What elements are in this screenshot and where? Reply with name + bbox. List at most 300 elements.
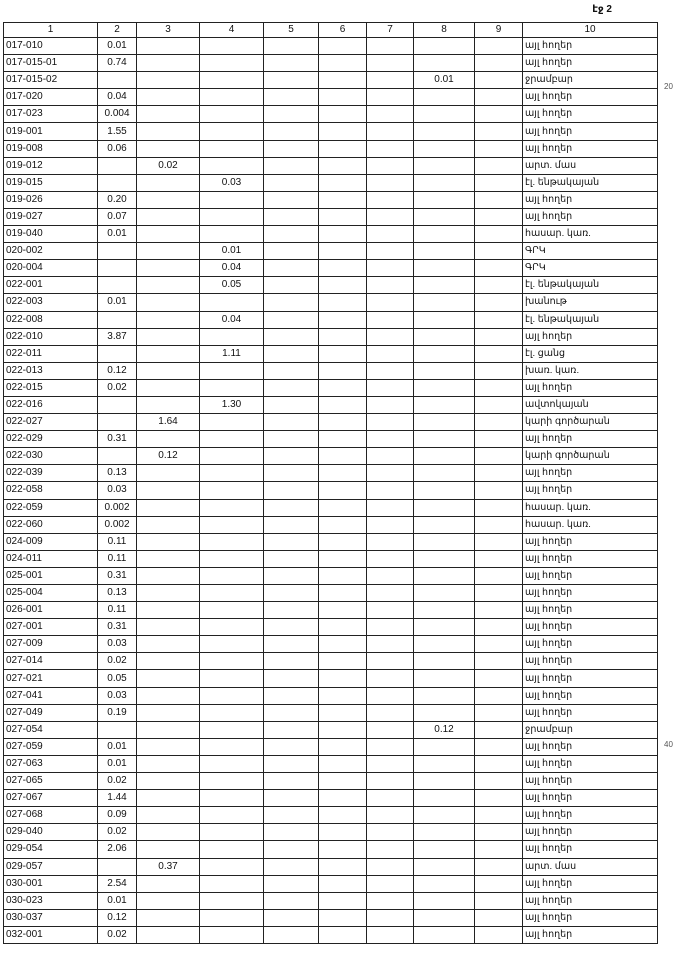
area-cell-col-5 xyxy=(264,243,319,260)
area-cell-col-8: 0.12 xyxy=(414,721,475,738)
land-use-cell: այլ հողեր xyxy=(523,841,658,858)
area-cell-col-2: 0.03 xyxy=(98,687,137,704)
land-use-cell: այլ հողեր xyxy=(523,379,658,396)
area-cell-col-7 xyxy=(367,414,414,431)
area-cell-col-9 xyxy=(475,841,523,858)
area-cell-col-2 xyxy=(98,72,137,89)
area-cell-col-7 xyxy=(367,55,414,72)
area-cell-col-9 xyxy=(475,516,523,533)
area-cell-col-7 xyxy=(367,585,414,602)
parcel-code-cell: 022-013 xyxy=(4,362,98,379)
area-cell-col-3 xyxy=(137,909,200,926)
area-cell-col-7 xyxy=(367,824,414,841)
table-row xyxy=(4,670,658,687)
area-cell-col-3 xyxy=(137,619,200,636)
area-cell-col-8 xyxy=(414,174,475,191)
area-cell-col-9 xyxy=(475,653,523,670)
area-cell-col-2: 0.74 xyxy=(98,55,137,72)
land-use-cell: այլ հողեր xyxy=(523,482,658,499)
parcel-code-cell: 022-027 xyxy=(4,414,98,431)
parcel-code-cell: 027-067 xyxy=(4,790,98,807)
table-row xyxy=(4,414,658,431)
column-header-6: 6 xyxy=(319,23,367,38)
area-cell-col-2: 0.004 xyxy=(98,106,137,123)
area-cell-col-6 xyxy=(319,926,367,943)
area-cell-col-9 xyxy=(475,687,523,704)
area-cell-col-4 xyxy=(200,414,264,431)
area-cell-col-9 xyxy=(475,38,523,55)
area-cell-col-6 xyxy=(319,738,367,755)
land-use-cell: այլ հողեր xyxy=(523,585,658,602)
area-cell-col-9 xyxy=(475,721,523,738)
area-cell-col-7 xyxy=(367,38,414,55)
area-cell-col-8: 0.01 xyxy=(414,72,475,89)
area-cell-col-5 xyxy=(264,824,319,841)
area-cell-col-3 xyxy=(137,670,200,687)
table-row xyxy=(4,157,658,174)
parcel-code-cell: 022-016 xyxy=(4,396,98,413)
area-cell-col-3 xyxy=(137,550,200,567)
area-cell-col-7 xyxy=(367,482,414,499)
area-cell-col-9 xyxy=(475,106,523,123)
table-row xyxy=(4,499,658,516)
area-cell-col-3 xyxy=(137,191,200,208)
land-use-cell: խառ. կառ. xyxy=(523,362,658,379)
table-row xyxy=(4,858,658,875)
area-cell-col-8 xyxy=(414,294,475,311)
area-cell-col-3 xyxy=(137,602,200,619)
area-cell-col-9 xyxy=(475,482,523,499)
area-cell-col-3 xyxy=(137,396,200,413)
area-cell-col-7 xyxy=(367,773,414,790)
parcel-code-cell: 026-001 xyxy=(4,602,98,619)
area-cell-col-5 xyxy=(264,311,319,328)
area-cell-col-8 xyxy=(414,243,475,260)
area-cell-col-6 xyxy=(319,807,367,824)
area-cell-col-5 xyxy=(264,790,319,807)
area-cell-col-6 xyxy=(319,55,367,72)
land-use-cell: այլ հողեր xyxy=(523,807,658,824)
area-cell-col-5 xyxy=(264,277,319,294)
parcel-code-cell: 024-011 xyxy=(4,550,98,567)
table-row xyxy=(4,841,658,858)
area-cell-col-2: 0.13 xyxy=(98,465,137,482)
land-use-cell: կարի գործարան xyxy=(523,414,658,431)
area-cell-col-4 xyxy=(200,140,264,157)
area-cell-col-5 xyxy=(264,738,319,755)
area-cell-col-7 xyxy=(367,362,414,379)
area-cell-col-2: 0.05 xyxy=(98,670,137,687)
land-use-cell: խանութ xyxy=(523,294,658,311)
land-use-cell: այլ հողեր xyxy=(523,636,658,653)
parcel-code-cell: 022-015 xyxy=(4,379,98,396)
area-cell-col-5 xyxy=(264,174,319,191)
area-cell-col-6 xyxy=(319,773,367,790)
area-cell-col-6 xyxy=(319,277,367,294)
column-header-7: 7 xyxy=(367,23,414,38)
area-cell-col-5 xyxy=(264,892,319,909)
area-cell-col-3 xyxy=(137,379,200,396)
parcel-code-cell: 024-009 xyxy=(4,533,98,550)
area-cell-col-7 xyxy=(367,396,414,413)
area-cell-col-9 xyxy=(475,191,523,208)
table-row xyxy=(4,328,658,345)
area-cell-col-2: 0.02 xyxy=(98,926,137,943)
margin-mark-bottom: 40 xyxy=(664,740,673,749)
area-cell-col-5 xyxy=(264,448,319,465)
area-cell-col-7 xyxy=(367,790,414,807)
land-use-cell: այլ հողեր xyxy=(523,704,658,721)
land-use-cell: այլ հողեր xyxy=(523,431,658,448)
parcel-code-cell: 027-001 xyxy=(4,619,98,636)
area-cell-col-5 xyxy=(264,875,319,892)
area-cell-col-9 xyxy=(475,277,523,294)
land-use-cell: այլ հողեր xyxy=(523,106,658,123)
area-cell-col-3 xyxy=(137,738,200,755)
area-cell-col-5 xyxy=(264,226,319,243)
column-header-2: 2 xyxy=(98,23,137,38)
area-cell-col-3 xyxy=(137,533,200,550)
area-cell-col-7 xyxy=(367,533,414,550)
area-cell-col-4 xyxy=(200,773,264,790)
area-cell-col-6 xyxy=(319,328,367,345)
area-cell-col-3 xyxy=(137,226,200,243)
land-use-cell: այլ հողեր xyxy=(523,123,658,140)
table-row xyxy=(4,379,658,396)
land-use-cell: այլ հողեր xyxy=(523,773,658,790)
area-cell-col-9 xyxy=(475,226,523,243)
table-row xyxy=(4,277,658,294)
land-use-cell: այլ հողեր xyxy=(523,909,658,926)
area-cell-col-5 xyxy=(264,328,319,345)
area-cell-col-5 xyxy=(264,140,319,157)
area-cell-col-5 xyxy=(264,106,319,123)
header-row xyxy=(4,23,658,38)
area-cell-col-4 xyxy=(200,448,264,465)
column-header-1: 1 xyxy=(4,23,98,38)
area-cell-col-8 xyxy=(414,790,475,807)
area-cell-col-6 xyxy=(319,208,367,225)
area-cell-col-3 xyxy=(137,311,200,328)
table-row xyxy=(4,311,658,328)
area-cell-col-2: 0.002 xyxy=(98,499,137,516)
area-cell-col-9 xyxy=(475,431,523,448)
area-cell-col-6 xyxy=(319,362,367,379)
area-cell-col-3 xyxy=(137,345,200,362)
area-cell-col-9 xyxy=(475,926,523,943)
area-cell-col-5 xyxy=(264,704,319,721)
area-cell-col-3 xyxy=(137,89,200,106)
area-cell-col-4 xyxy=(200,72,264,89)
parcel-code-cell: 030-023 xyxy=(4,892,98,909)
area-cell-col-8 xyxy=(414,704,475,721)
parcel-code-cell: 022-030 xyxy=(4,448,98,465)
area-cell-col-3 xyxy=(137,926,200,943)
area-cell-col-8 xyxy=(414,653,475,670)
area-cell-col-4 xyxy=(200,841,264,858)
area-cell-col-6 xyxy=(319,465,367,482)
area-cell-col-8 xyxy=(414,687,475,704)
column-header-4: 4 xyxy=(200,23,264,38)
area-cell-col-9 xyxy=(475,875,523,892)
area-cell-col-4 xyxy=(200,55,264,72)
area-cell-col-6 xyxy=(319,174,367,191)
area-cell-col-7 xyxy=(367,72,414,89)
area-cell-col-8 xyxy=(414,379,475,396)
area-cell-col-5 xyxy=(264,516,319,533)
area-cell-col-4 xyxy=(200,482,264,499)
area-cell-col-8 xyxy=(414,858,475,875)
area-cell-col-2 xyxy=(98,448,137,465)
area-cell-col-7 xyxy=(367,653,414,670)
land-use-cell: արտ. մաս xyxy=(523,157,658,174)
area-cell-col-8 xyxy=(414,123,475,140)
area-cell-col-6 xyxy=(319,653,367,670)
land-use-cell: հասար. կառ. xyxy=(523,226,658,243)
parcel-code-cell: 032-001 xyxy=(4,926,98,943)
area-cell-col-3 xyxy=(137,277,200,294)
table-row xyxy=(4,550,658,567)
area-cell-col-3: 0.02 xyxy=(137,157,200,174)
area-cell-col-4 xyxy=(200,670,264,687)
area-cell-col-6 xyxy=(319,892,367,909)
area-cell-col-8 xyxy=(414,824,475,841)
area-cell-col-2: 0.09 xyxy=(98,807,137,824)
area-cell-col-4 xyxy=(200,431,264,448)
parcel-code-cell: 019-026 xyxy=(4,191,98,208)
column-header-5: 5 xyxy=(264,23,319,38)
area-cell-col-6 xyxy=(319,550,367,567)
area-cell-col-7 xyxy=(367,123,414,140)
table-row xyxy=(4,926,658,943)
area-cell-col-4 xyxy=(200,550,264,567)
area-cell-col-9 xyxy=(475,636,523,653)
table-row xyxy=(4,909,658,926)
area-cell-col-7 xyxy=(367,431,414,448)
area-cell-col-7 xyxy=(367,602,414,619)
area-cell-col-7 xyxy=(367,311,414,328)
area-cell-col-5 xyxy=(264,602,319,619)
column-header-10: 10 xyxy=(523,23,658,38)
area-cell-col-3: 1.64 xyxy=(137,414,200,431)
area-cell-col-8 xyxy=(414,431,475,448)
table-row xyxy=(4,875,658,892)
area-cell-col-8 xyxy=(414,602,475,619)
land-use-cell: այլ հողեր xyxy=(523,328,658,345)
area-cell-col-5 xyxy=(264,191,319,208)
area-cell-col-5 xyxy=(264,687,319,704)
area-cell-col-8 xyxy=(414,362,475,379)
area-cell-col-3 xyxy=(137,516,200,533)
table-row xyxy=(4,653,658,670)
area-cell-col-6 xyxy=(319,448,367,465)
land-use-cell: այլ հողեր xyxy=(523,926,658,943)
area-cell-col-4 xyxy=(200,619,264,636)
table-row xyxy=(4,174,658,191)
area-cell-col-6 xyxy=(319,909,367,926)
area-cell-col-2 xyxy=(98,311,137,328)
area-cell-col-9 xyxy=(475,602,523,619)
area-cell-col-7 xyxy=(367,140,414,157)
area-cell-col-7 xyxy=(367,704,414,721)
parcel-code-cell: 027-041 xyxy=(4,687,98,704)
area-cell-col-7 xyxy=(367,174,414,191)
parcel-code-cell: 022-001 xyxy=(4,277,98,294)
land-use-cell: այլ հողեր xyxy=(523,653,658,670)
area-cell-col-2: 0.31 xyxy=(98,619,137,636)
land-use-cell: հասար. կառ. xyxy=(523,499,658,516)
table-row xyxy=(4,807,658,824)
area-cell-col-2: 0.20 xyxy=(98,191,137,208)
area-cell-col-6 xyxy=(319,345,367,362)
area-cell-col-6 xyxy=(319,294,367,311)
area-cell-col-3 xyxy=(137,704,200,721)
area-cell-col-4 xyxy=(200,653,264,670)
parcel-code-cell: 027-059 xyxy=(4,738,98,755)
area-cell-col-5 xyxy=(264,38,319,55)
area-cell-col-4 xyxy=(200,328,264,345)
area-cell-col-8 xyxy=(414,550,475,567)
area-cell-col-3 xyxy=(137,841,200,858)
area-cell-col-7 xyxy=(367,550,414,567)
area-cell-col-4: 0.04 xyxy=(200,260,264,277)
area-cell-col-3 xyxy=(137,465,200,482)
table-row xyxy=(4,208,658,225)
area-cell-col-8 xyxy=(414,277,475,294)
area-cell-col-6 xyxy=(319,533,367,550)
table-row xyxy=(4,619,658,636)
parcel-code-cell: 017-015-01 xyxy=(4,55,98,72)
area-cell-col-2: 0.04 xyxy=(98,89,137,106)
area-cell-col-4 xyxy=(200,226,264,243)
table-row xyxy=(4,824,658,841)
land-use-cell: այլ հողեր xyxy=(523,550,658,567)
area-cell-col-8 xyxy=(414,465,475,482)
area-cell-col-6 xyxy=(319,567,367,584)
parcel-code-cell: 022-058 xyxy=(4,482,98,499)
area-cell-col-5 xyxy=(264,55,319,72)
table-row xyxy=(4,448,658,465)
area-cell-col-4 xyxy=(200,636,264,653)
area-cell-col-6 xyxy=(319,516,367,533)
area-cell-col-9 xyxy=(475,619,523,636)
area-cell-col-2: 1.44 xyxy=(98,790,137,807)
area-cell-col-8 xyxy=(414,208,475,225)
area-cell-col-6 xyxy=(319,755,367,772)
area-cell-col-4: 0.05 xyxy=(200,277,264,294)
area-cell-col-3 xyxy=(137,72,200,89)
parcel-code-cell: 027-049 xyxy=(4,704,98,721)
area-cell-col-5 xyxy=(264,482,319,499)
parcel-code-cell: 019-008 xyxy=(4,140,98,157)
area-cell-col-5 xyxy=(264,431,319,448)
area-cell-col-5 xyxy=(264,653,319,670)
area-cell-col-7 xyxy=(367,687,414,704)
parcel-code-cell: 027-014 xyxy=(4,653,98,670)
area-cell-col-2: 0.01 xyxy=(98,892,137,909)
area-cell-col-6 xyxy=(319,106,367,123)
area-cell-col-6 xyxy=(319,841,367,858)
table-row xyxy=(4,465,658,482)
parcel-code-cell: 029-054 xyxy=(4,841,98,858)
area-cell-col-8 xyxy=(414,516,475,533)
table-row xyxy=(4,260,658,277)
area-cell-col-4 xyxy=(200,157,264,174)
area-cell-col-3 xyxy=(137,499,200,516)
area-cell-col-4: 1.30 xyxy=(200,396,264,413)
area-cell-col-6 xyxy=(319,396,367,413)
area-cell-col-4 xyxy=(200,465,264,482)
area-cell-col-4 xyxy=(200,909,264,926)
area-cell-col-6 xyxy=(319,191,367,208)
area-cell-col-2: 0.01 xyxy=(98,755,137,772)
area-cell-col-3 xyxy=(137,824,200,841)
area-cell-col-3 xyxy=(137,123,200,140)
area-cell-col-2 xyxy=(98,721,137,738)
table-row xyxy=(4,345,658,362)
area-cell-col-2: 0.13 xyxy=(98,585,137,602)
area-cell-col-8 xyxy=(414,328,475,345)
area-cell-col-3 xyxy=(137,653,200,670)
table-row xyxy=(4,567,658,584)
area-cell-col-6 xyxy=(319,670,367,687)
area-cell-col-9 xyxy=(475,243,523,260)
area-cell-col-5 xyxy=(264,636,319,653)
land-use-cell: այլ հողեր xyxy=(523,738,658,755)
parcel-code-cell: 022-029 xyxy=(4,431,98,448)
area-cell-col-4 xyxy=(200,721,264,738)
area-cell-col-6 xyxy=(319,875,367,892)
area-cell-col-3 xyxy=(137,585,200,602)
area-cell-col-3 xyxy=(137,892,200,909)
land-use-cell: այլ հողեր xyxy=(523,875,658,892)
table-row xyxy=(4,738,658,755)
area-cell-col-7 xyxy=(367,567,414,584)
area-cell-col-6 xyxy=(319,157,367,174)
area-cell-col-2: 0.19 xyxy=(98,704,137,721)
area-cell-col-2: 2.54 xyxy=(98,875,137,892)
area-cell-col-7 xyxy=(367,157,414,174)
area-cell-col-9 xyxy=(475,773,523,790)
area-cell-col-8 xyxy=(414,636,475,653)
area-cell-col-6 xyxy=(319,790,367,807)
area-cell-col-2: 0.002 xyxy=(98,516,137,533)
land-use-cell: ԳՐԿ xyxy=(523,260,658,277)
area-cell-col-4 xyxy=(200,567,264,584)
area-cell-col-6 xyxy=(319,140,367,157)
area-cell-col-7 xyxy=(367,448,414,465)
area-cell-col-3 xyxy=(137,875,200,892)
area-cell-col-6 xyxy=(319,619,367,636)
area-cell-col-2: 0.11 xyxy=(98,602,137,619)
area-cell-col-2: 3.87 xyxy=(98,328,137,345)
area-cell-col-2: 0.12 xyxy=(98,909,137,926)
area-cell-col-8 xyxy=(414,499,475,516)
parcel-code-cell: 017-015-02 xyxy=(4,72,98,89)
area-cell-col-3 xyxy=(137,243,200,260)
area-cell-col-2: 0.01 xyxy=(98,226,137,243)
area-cell-col-8 xyxy=(414,345,475,362)
area-cell-col-9 xyxy=(475,790,523,807)
area-cell-col-4 xyxy=(200,602,264,619)
area-cell-col-4 xyxy=(200,755,264,772)
area-cell-col-9 xyxy=(475,738,523,755)
area-cell-col-5 xyxy=(264,858,319,875)
area-cell-col-3 xyxy=(137,328,200,345)
area-cell-col-8 xyxy=(414,670,475,687)
area-cell-col-5 xyxy=(264,585,319,602)
area-cell-col-3: 0.37 xyxy=(137,858,200,875)
